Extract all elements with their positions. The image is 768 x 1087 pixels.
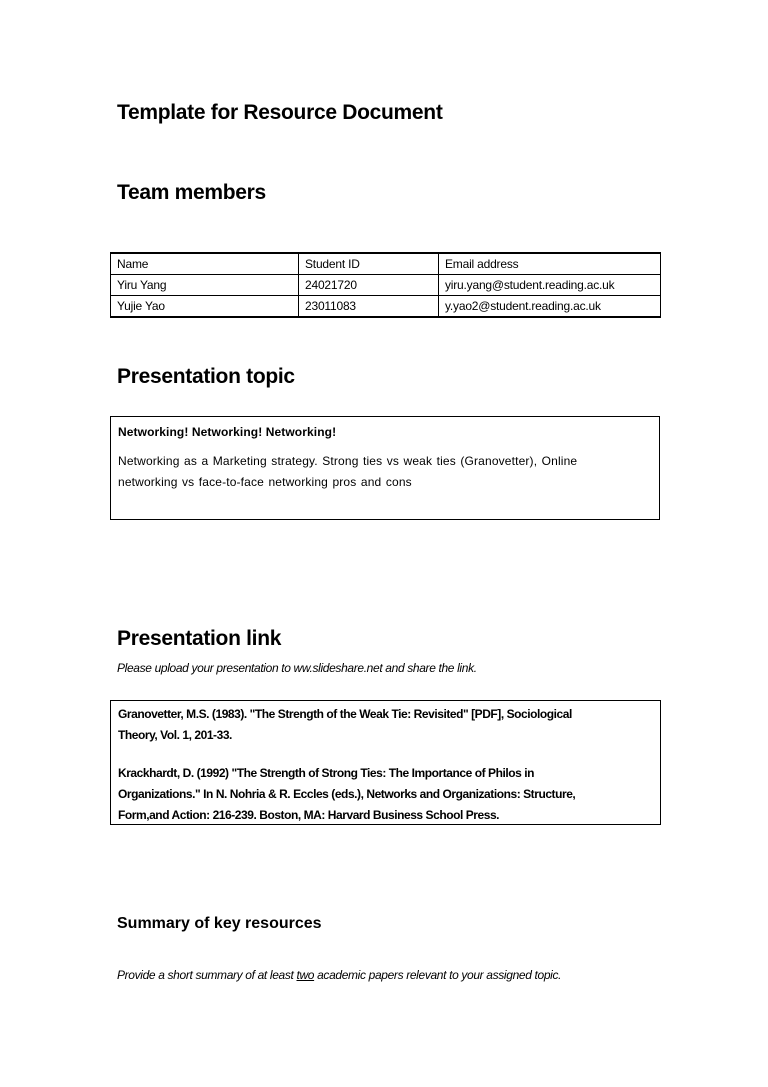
summary-instruction-start: Provide a short summary of at least (117, 968, 297, 982)
topic-title: Networking! Networking! Networking! (118, 425, 337, 439)
topic-description-line: networking vs face-to-face networking pros and cons (118, 475, 412, 489)
topic-description-line: Networking as a Marketing strategy. Strong ties vs weak ties (Granovetter), Online (118, 454, 578, 468)
team-members-heading: Team members (117, 181, 266, 204)
column-header-email: Email address (439, 253, 661, 275)
column-header-name: Name (111, 253, 299, 275)
member-student-id: 24021720 (299, 275, 439, 296)
team-members-table (110, 252, 661, 318)
member-student-id: 23011083 (299, 296, 439, 318)
member-email: y.yao2@student.reading.ac.uk (439, 296, 661, 318)
summary-instruction-emphasis: two (296, 968, 315, 982)
member-name: Yiru Yang (111, 275, 299, 296)
member-name: Yujie Yao (111, 296, 299, 318)
summary-instruction (117, 968, 561, 982)
presentation-topic-box (110, 416, 660, 520)
reference-line: Granovetter, M.S. (1983). "The Strength of the Weak Tie: Revisited" [PDF], Sociological (118, 707, 572, 721)
reference-line: Organizations." In N. Nohria & R. Eccles (eds.), Networks and Organizations: Structure, (118, 787, 576, 801)
reference-line: Theory, Vol. 1, 201-33. (118, 728, 232, 742)
table-row (111, 296, 661, 318)
table-header-row (111, 253, 661, 275)
reference-line: Form,and Action: 216-239. Boston, MA: Harvard Business School Press. (118, 808, 500, 822)
member-email: yiru.yang@student.reading.ac.uk (439, 275, 661, 296)
presentation-link-instruction: Please upload your presentation to ww.slideshare.net and share the link. (117, 661, 477, 675)
document-title: Template for Resource Document (117, 101, 443, 124)
column-header-student-id: Student ID (299, 253, 439, 275)
summary-instruction-end: academic papers relevant to your assigned topic. (314, 968, 562, 982)
summary-heading: Summary of key resources (117, 915, 322, 932)
topic-description (118, 451, 652, 493)
reference-line: Krackhardt, D. (1992) "The Strength of Strong Ties: The Importance of Philos in (118, 766, 534, 780)
presentation-topic-heading: Presentation topic (117, 365, 295, 388)
table-row (111, 275, 661, 296)
presentation-link-heading: Presentation link (117, 627, 282, 650)
presentation-link-box (110, 700, 661, 825)
